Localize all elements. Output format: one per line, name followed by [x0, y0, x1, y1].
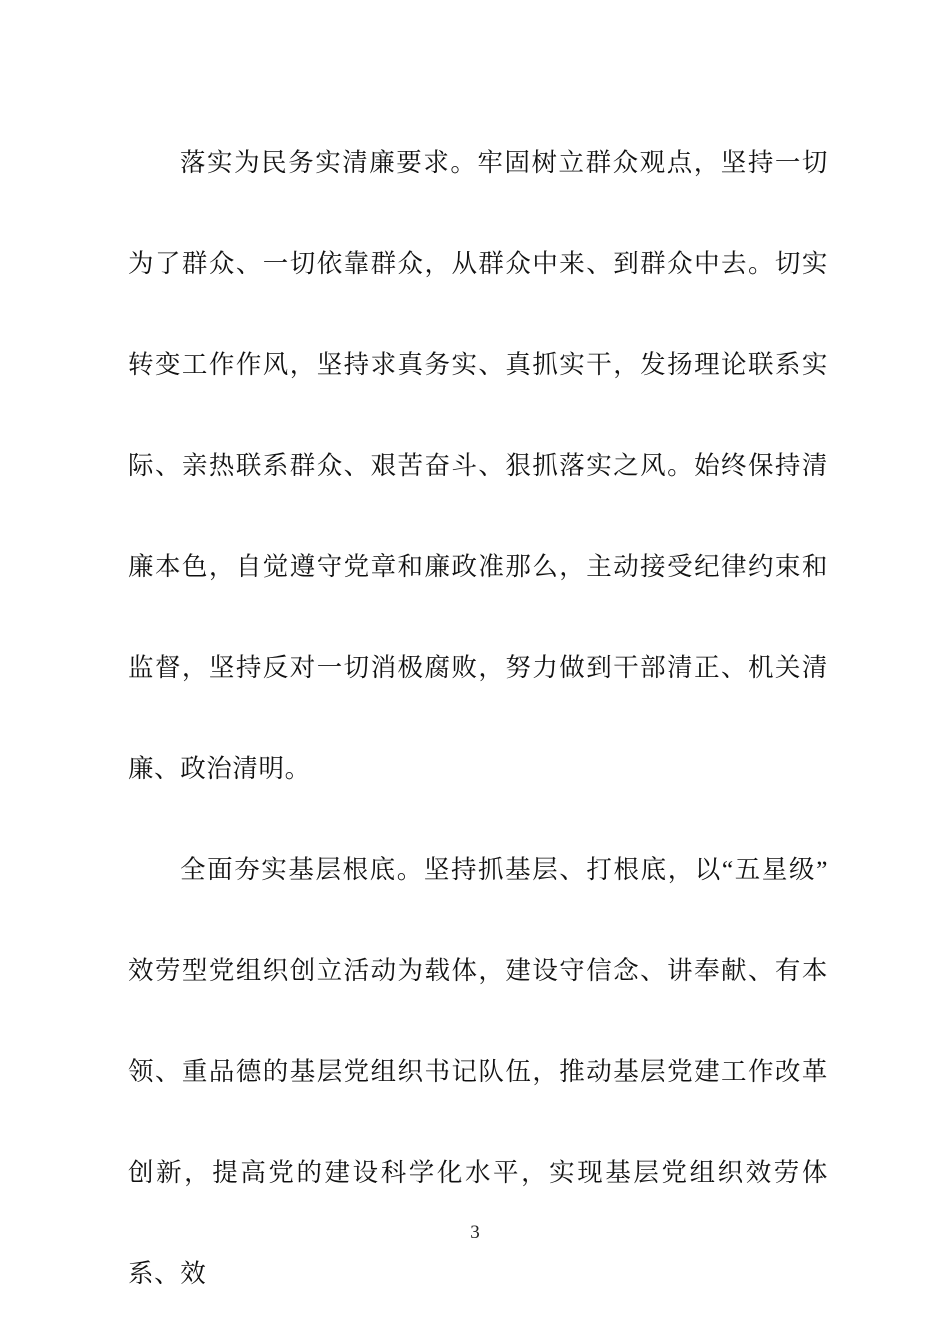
paragraph-1: 落实为民务实清廉要求。牢固树立群众观点，坚持一切为了群众、一切依靠群众，从群众中来、到群众中去。切实转变工作作风，坚持求真务实、真抓实干，发扬理论联系实际、亲热联系群众、艰苦奋斗、狠抓落实之风。始终保持清廉本色，自觉遵守党章和廉政准那么，主动接受纪律约束和监督，坚持反对一切消极腐败，努力做到干部清正、机关清廉、政治清明。 — [128, 148, 828, 783]
document-text-body — [128, 112, 828, 1324]
paragraph-2: 全面夯实基层根底。坚持抓基层、打根底，以“五星级”效劳型党组织创立活动为载体，建设守信念、讲奉献、有本领、重品德的基层党组织书记队伍，推动基层党建工作改革创新，提高党的建设科学化水平，实现基层党组织效劳体系、效 — [128, 855, 828, 1288]
page-number: 3 — [470, 1222, 480, 1243]
